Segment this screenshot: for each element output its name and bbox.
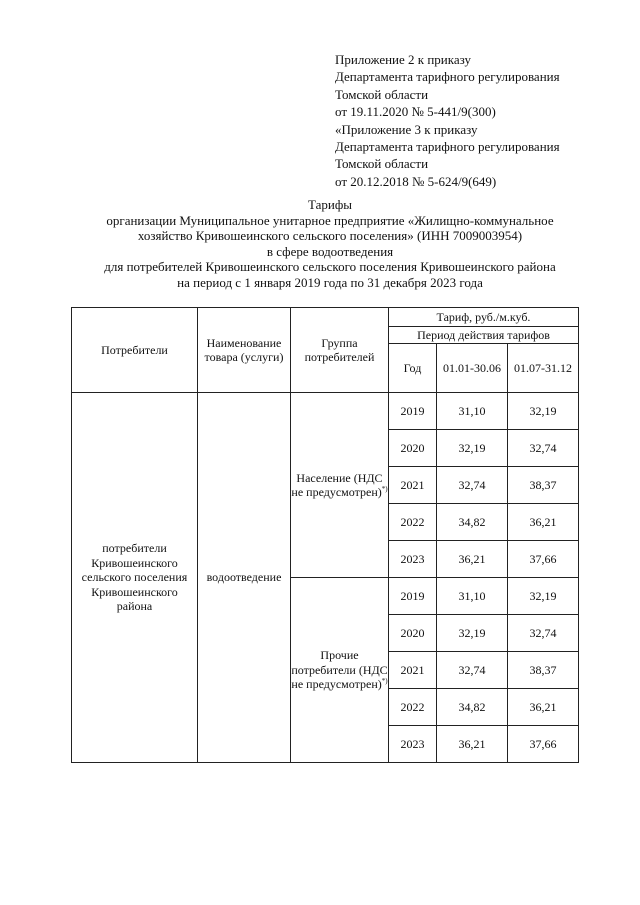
- tariff-value: 36,21: [437, 541, 508, 578]
- year-cell: 2022: [389, 504, 437, 541]
- year-cell: 2023: [389, 541, 437, 578]
- header-group: Группа потребителей: [291, 308, 389, 393]
- tariff-value: 36,21: [437, 726, 508, 763]
- header-line: «Приложение 3 к приказу: [335, 121, 478, 137]
- year-cell: 2019: [389, 393, 437, 430]
- document-title: [60, 197, 600, 291]
- footnote-mark: *): [381, 677, 388, 686]
- header-year: Год: [389, 344, 437, 393]
- header-tariff: Тариф, руб./м.куб.: [389, 308, 579, 327]
- title-line: хозяйство Кривошеинского сельского поселения» (ИНН 7009003954): [137, 228, 523, 244]
- header-product: Наименование товара (услуги): [198, 308, 291, 393]
- title-line: организации Муниципальное унитарное предприятие «Жилищно-коммунальное: [106, 212, 554, 228]
- tariff-value: 31,10: [437, 393, 508, 430]
- tariff-value: 38,37: [508, 467, 579, 504]
- group-name: Прочие потребители (НДС не предусмотрен): [291, 648, 388, 692]
- year-cell: 2022: [389, 689, 437, 726]
- footnote-mark: *): [381, 485, 388, 493]
- header-line: Томской области: [335, 156, 429, 172]
- group-cell: [291, 578, 389, 763]
- year-cell: 2021: [389, 467, 437, 504]
- year-cell: 2019: [389, 578, 437, 615]
- title-line: для потребителей Кривошеинского сельского поселения Кривошеинского района: [104, 259, 556, 275]
- tariff-value: 36,21: [508, 504, 579, 541]
- header-period: Период действия тарифов: [389, 327, 579, 344]
- tariff-value: 38,37: [508, 652, 579, 689]
- tariff-value: 37,66: [508, 541, 579, 578]
- tariff-value: 32,19: [508, 578, 579, 615]
- year-cell: 2020: [389, 615, 437, 652]
- title-line: Тарифы: [307, 197, 352, 212]
- product-cell: водоотведение: [198, 393, 291, 763]
- tariff-value: 34,82: [437, 504, 508, 541]
- header-consumers: Потребители: [72, 308, 198, 393]
- group-name: Население (НДС не предусмотрен): [291, 470, 383, 499]
- tariff-value: 34,82: [437, 689, 508, 726]
- tariff-value: 32,19: [508, 393, 579, 430]
- year-cell: 2021: [389, 652, 437, 689]
- header-line: Приложение 2 к приказу: [335, 52, 472, 67]
- header-line: Департамента тарифного регулирования: [335, 69, 560, 85]
- header-line: от 19.11.2020 № 5-441/9(300): [335, 104, 496, 120]
- header-line: Томской области: [335, 86, 429, 102]
- title-line: на период с 1 января 2019 года по 31 декабря 2023 года: [177, 274, 483, 290]
- tariff-value: 32,19: [437, 615, 508, 652]
- header-period-2: 01.07-31.12: [508, 344, 579, 393]
- tariff-value: 31,10: [437, 578, 508, 615]
- consumer-cell: потребители Кривошеинского сельского поселения Кривошеинского района: [72, 393, 198, 763]
- year-cell: 2020: [389, 430, 437, 467]
- tariff-value: 32,74: [508, 430, 579, 467]
- tariff-value: 36,21: [508, 689, 579, 726]
- tariff-value: 37,66: [508, 726, 579, 763]
- header-line: Департамента тарифного регулирования: [335, 139, 560, 155]
- year-cell: 2023: [389, 726, 437, 763]
- tariff-value: 32,74: [437, 652, 508, 689]
- tariff-table: [71, 307, 579, 763]
- header-line: от 20.12.2018 № 5-624/9(649): [335, 173, 497, 189]
- group-cell: [291, 393, 389, 578]
- tariff-value: 32,74: [437, 467, 508, 504]
- title-line: в сфере водоотведения: [266, 243, 394, 259]
- annex-header: [335, 51, 560, 190]
- tariff-value: 32,74: [508, 615, 579, 652]
- tariff-value: 32,19: [437, 430, 508, 467]
- header-period-1: 01.01-30.06: [437, 344, 508, 393]
